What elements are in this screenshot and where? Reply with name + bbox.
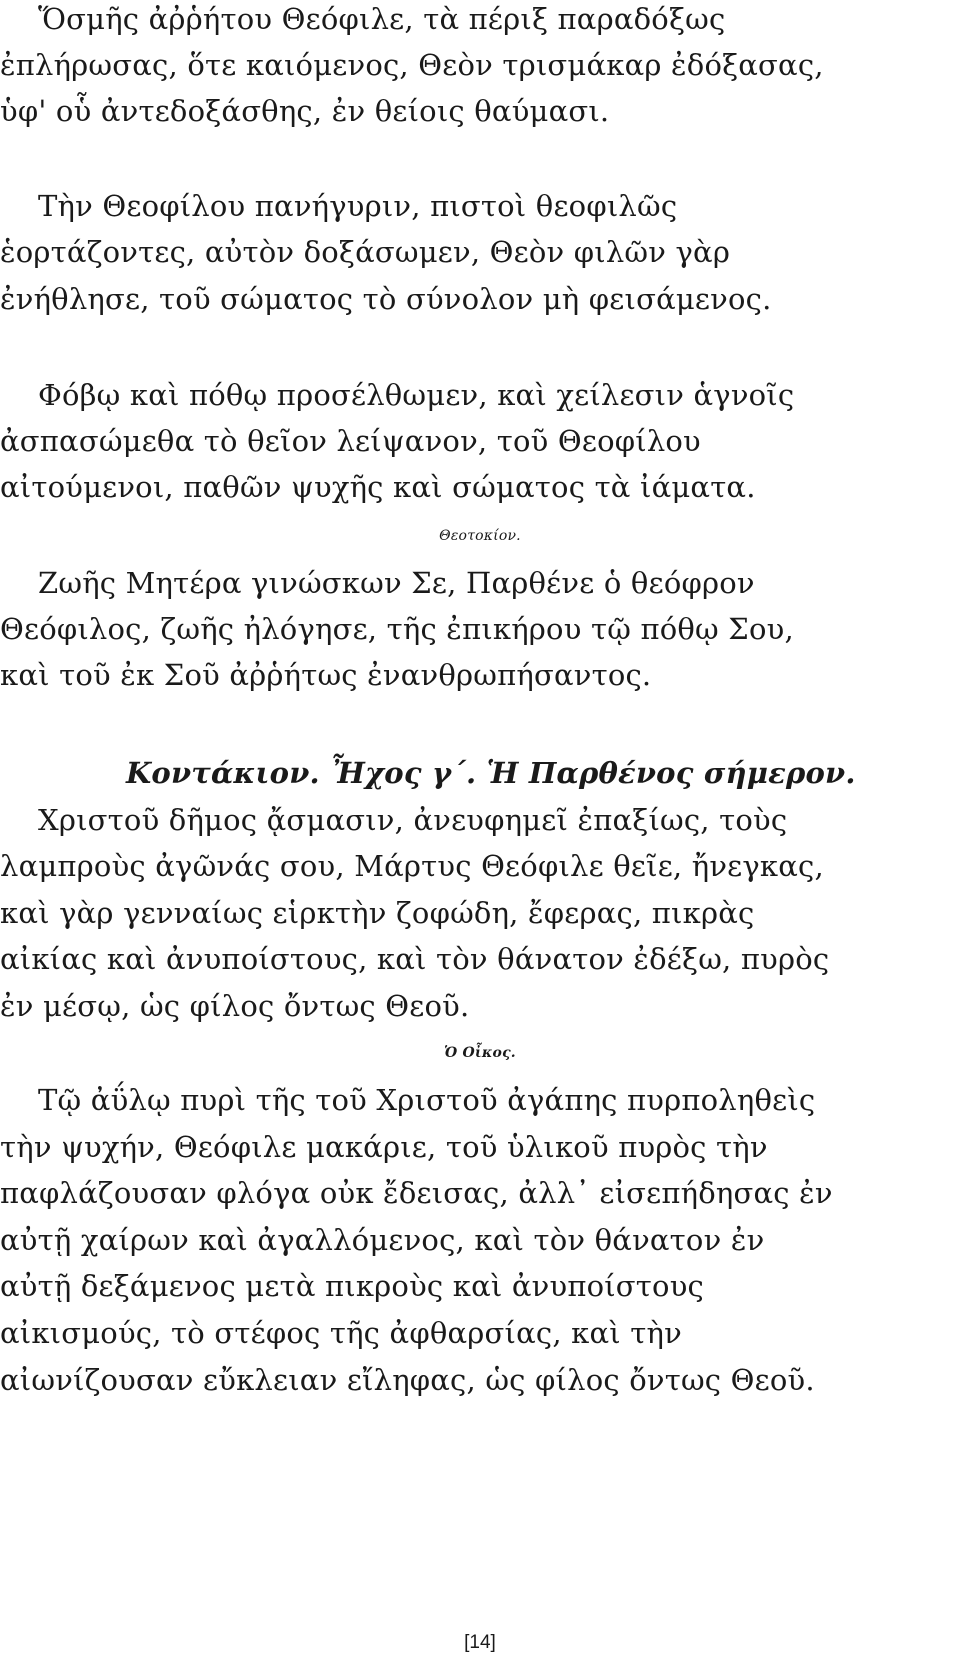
kontakion-line-2: λαμπροὺς ἀγῶνάς σου, Μάρτυς Θεόφιλε θεῖε, ἤνεγκας, — [0, 849, 824, 883]
stanza1-line-3: ὑφ' οὗ ἀντεδοξάσθης, ἐν θείοις θαύμασι. — [0, 94, 610, 128]
stanza1-line-2: ἐπλήρωσας, ὅτε καιόμενος, Θεὸν τρισμάκαρ ἐδόξασας, — [0, 48, 824, 82]
theotokion-line-1: Ζωῆς Μητέρα γινώσκων Σε, Παρθένε ὁ θεόφρον — [38, 566, 755, 600]
stanza3-line-3: αἰτούμενοι, παθῶν ψυχῆς καὶ σώματος τὰ ἰάματα. — [0, 470, 756, 504]
oikos-line-6: αἰκισμούς, τὸ στέφος τῆς ἀφθαρσίας, καὶ τὴν — [0, 1316, 682, 1350]
oikos-line-3: παφλάζουσαν φλόγα οὐκ ἔδεισας, ἀλλ᾽ εἰσεπήδησας ἐν — [0, 1176, 833, 1210]
oikos-line-1: Τῷ ἀΰλῳ πυρὶ τῆς τοῦ Χριστοῦ ἀγάπης πυρποληθεὶς — [38, 1083, 816, 1117]
kontakion-line-3: καὶ γὰρ γενναίως εἱρκτὴν ζοφώδη, ἔφερας, πικρὰς — [0, 896, 755, 930]
kontakion-line-1: Χριστοῦ δῆμος ᾄσμασιν, ἀνευφημεῖ ἐπαξίως, τοὺς — [38, 803, 788, 837]
stanza3-line-1: Φόβῳ καὶ πόθῳ προσέλθωμεν, καὶ χείλεσιν ἁγνοῖς — [38, 378, 795, 412]
stanza1-line-1: Ὅσμῆς ἀῤῥήτου Θεόφιλε, τὰ πέριξ παραδόξως — [38, 2, 726, 36]
kontakion-heading: Κοντάκιον. Ἦχος γ΄. Ἡ Παρθένος σήμερον. — [126, 756, 856, 790]
theotokion-line-2: Θεόφιλος, ζωῆς ἠλόγησε, τῆς ἐπικήρου τῷ πόθῳ Σου, — [0, 612, 794, 646]
stanza2-line-1: Τὴν Θεοφίλου πανήγυριν, πιστοὶ θεοφιλῶς — [38, 189, 678, 223]
theotokion-line-3: καὶ τοῦ ἐκ Σοῦ ἀῤῥήτως ἐνανθρωπήσαντος. — [0, 658, 652, 692]
oikos-line-7: αἰωνίζουσαν εὔκλειαν εἴληφας, ὡς φίλος ὄντως Θεοῦ. — [0, 1363, 815, 1397]
stanza2-line-3: ἐνήθλησε, τοῦ σώματος τὸ σύνολον μὴ φεισάμενος. — [0, 282, 772, 316]
page-number: [14] — [464, 1632, 496, 1653]
oikos-line-2: τὴν ψυχήν, Θεόφιλε μακάριε, τοῦ ὑλικοῦ πυρὸς τὴν — [0, 1130, 768, 1164]
stanza2-line-2: ἑορτάζοντες, αὐτὸν δοξάσωμεν, Θεὸν φιλῶν γὰρ — [0, 235, 731, 269]
theotokion-heading: Θεοτοκίον. — [439, 528, 521, 544]
oikos-heading: Ὁ Οἶκος. — [444, 1045, 516, 1061]
oikos-line-4: αὐτῇ χαίρων καὶ ἀγαλλόμενος, καὶ τὸν θάνατον ἐν — [0, 1223, 765, 1257]
oikos-line-5: αὐτῇ δεξάμενος μετὰ πικροὺς καὶ ἀνυποίστους — [0, 1269, 704, 1303]
kontakion-line-4: αἰκίας καὶ ἀνυποίστους, καὶ τὸν θάνατον ἐδέξω, πυρὸς — [0, 942, 830, 976]
stanza3-line-2: ἀσπασώμεθα τὸ θεῖον λείψανον, τοῦ Θεοφίλου — [0, 424, 701, 458]
kontakion-line-5: ἐν μέσῳ, ὡς φίλος ὄντως Θεοῦ. — [0, 989, 470, 1023]
